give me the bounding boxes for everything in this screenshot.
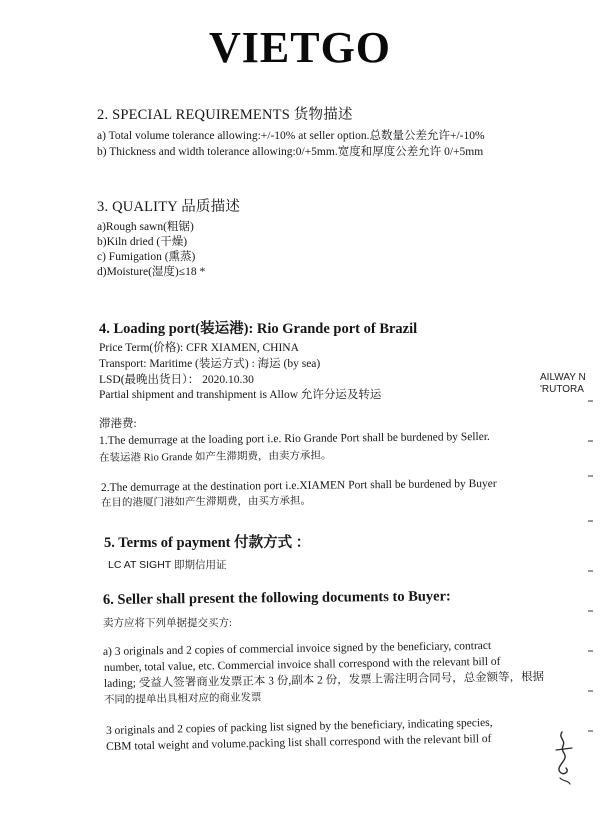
latest-shipment-date: LSD(最晚出货日）： 2020.10.30: [99, 374, 254, 386]
payment-terms-value: LC AT SIGHT 即期信用证: [108, 559, 227, 571]
margin-text-line: AILWAY N: [540, 372, 586, 383]
quality-item: a)Rough sawn(粗锯): [97, 221, 194, 233]
invoice-para-line: number, total value, etc. Commercial invoice shall correspond with the relevant bill of: [103, 655, 501, 674]
demurrage-2-cn: 在目的港厦门港如产生滞期费，由买方承担。: [100, 495, 312, 509]
section-6-title: 6. Seller shall present the following documents to Buyer:: [102, 588, 451, 608]
section-6-subtitle: 卖方应将下列单据提交买方:: [103, 618, 232, 629]
section-2-title: 2. SPECIAL REQUIREMENTS 货物描述: [97, 107, 353, 123]
demurrage-1-en: 1.The demurrage at the loading port i.e. Rio Grande Port shall be burdened by Seller.: [98, 430, 490, 447]
section-2-line-a: a) Total volume tolerance allowing:+/-10% at seller option.总数量公差允许+/-10%: [97, 130, 485, 142]
invoice-para-line: a) 3 originals and 2 copies of commercial invoice signed by the beneficiary, contract: [102, 639, 492, 658]
quality-item: b)Kiln dried (干燥): [97, 236, 188, 248]
section-3-title: 3. QUALITY 品质描述: [97, 199, 241, 215]
partial-shipment: Partial shipment and transhipment is Allow 允许分运及转运: [99, 389, 382, 401]
demurrage-2-en: 2.The demurrage at the destination port i.e.XIAMEN Port shall be burdened by Buyer: [100, 477, 497, 494]
transport-mode: Transport: Maritime (装运方式) : 海运 (by sea): [99, 358, 321, 370]
demurrage-label: 滞港费:: [99, 418, 137, 430]
section-4-title: 4. Loading port(装运港): Rio Grande port of Brazil: [99, 321, 418, 337]
vietgo-logo: VIETGO: [208, 23, 392, 72]
packing-list-para-line: 3 originals and 2 copies of packing list signed by the beneficiary, indicating species,: [105, 716, 493, 737]
invoice-para-line: lading; 受益人签署商业发票正本 3 份,副本 2 份，发票上需注明合同号，总金额等，根据: [103, 671, 545, 690]
quality-item: d)Moisture(湿度)≤18 *: [97, 266, 206, 278]
demurrage-1-cn: 在装运港 Rio Grande 如产生滞期费，由卖方承担。: [98, 450, 332, 464]
invoice-para-line: 不同的提单出具相对应的商业发票: [103, 692, 262, 706]
margin-text-line: 'RUTORA: [540, 384, 584, 395]
section-5-title: 5. Terms of payment 付款方式 ：: [104, 535, 311, 551]
section-2-line-b: b) Thickness and width tolerance allowing:0/+5mm.宽度和厚度公差允许 0/+5mm: [97, 146, 484, 158]
price-term: Price Term(价格): CFR XIAMEN, CHINA: [99, 342, 299, 354]
scan-edge-marks: [588, 380, 596, 760]
quality-item: c) Fumigation (熏蒸): [97, 251, 196, 263]
margin-text: [540, 372, 586, 396]
signature-mark: [548, 728, 582, 788]
packing-list-para-line: CBM total weight and volume.packing list shall correspond with the relevant bill of: [105, 732, 492, 753]
